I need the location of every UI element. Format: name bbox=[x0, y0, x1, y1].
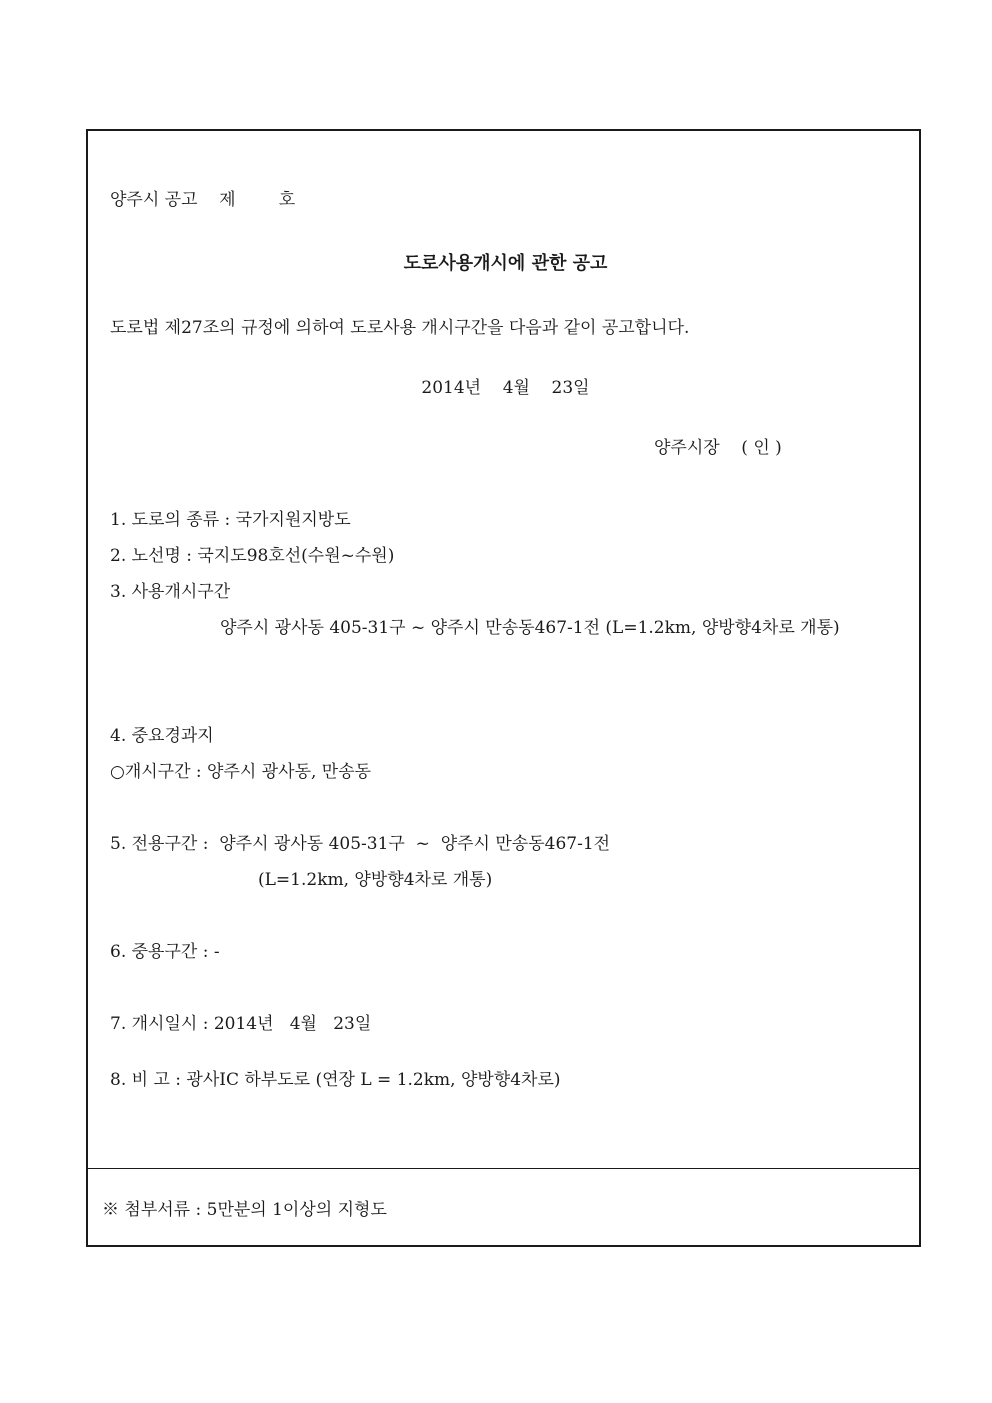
item-route-name: 2. 노선명 : 국지도98호선(수원~수원) bbox=[110, 546, 395, 566]
item-remarks: 8. 비 고 : 광사IC 하부도로 (연장 L = 1.2km, 양방향4차로) bbox=[110, 1070, 561, 1090]
item-opening-section-detail: 양주시 광사동 405-31구 ~ 양주시 만송동467-1전 (L=1.2km, 양방향4차로 개통) bbox=[220, 618, 840, 638]
item-road-type: 1. 도로의 종류 : 국가지원지방도 bbox=[110, 510, 351, 530]
footer-divider bbox=[88, 1168, 919, 1169]
item-opening-date: 7. 개시일시 : 2014년 4월 23일 bbox=[110, 1014, 372, 1034]
notice-date: 2014년 4월 23일 bbox=[421, 378, 590, 398]
item-exclusive-section-label: 5. 전용구간 : 양주시 광사동 405-31구 ~ 양주시 만송동467-1전 bbox=[110, 834, 611, 854]
attachment-note: ※ 첨부서류 : 5만분의 1이상의 지형도 bbox=[102, 1200, 387, 1220]
item-exclusive-section-detail: (L=1.2km, 양방향4차로 개통) bbox=[258, 870, 493, 890]
item-main-points-label: 4. 중요경과지 bbox=[110, 726, 214, 746]
item-overlap-section: 6. 중용구간 : - bbox=[110, 942, 220, 962]
item-main-points-detail: ○개시구간 : 양주시 광사동, 만송동 bbox=[110, 762, 372, 782]
signer: 양주시장 ( 인 ) bbox=[654, 438, 782, 458]
notice-frame bbox=[86, 129, 921, 1247]
intro-text: 도로법 제27조의 규정에 의하여 도로사용 개시구간을 다음과 같이 공고합니다. bbox=[110, 318, 690, 338]
item-opening-section-label: 3. 사용개시구간 bbox=[110, 582, 231, 602]
notice-title: 도로사용개시에 관한 공고 bbox=[403, 253, 608, 274]
notice-number: 양주시 공고 제 호 bbox=[110, 190, 296, 210]
